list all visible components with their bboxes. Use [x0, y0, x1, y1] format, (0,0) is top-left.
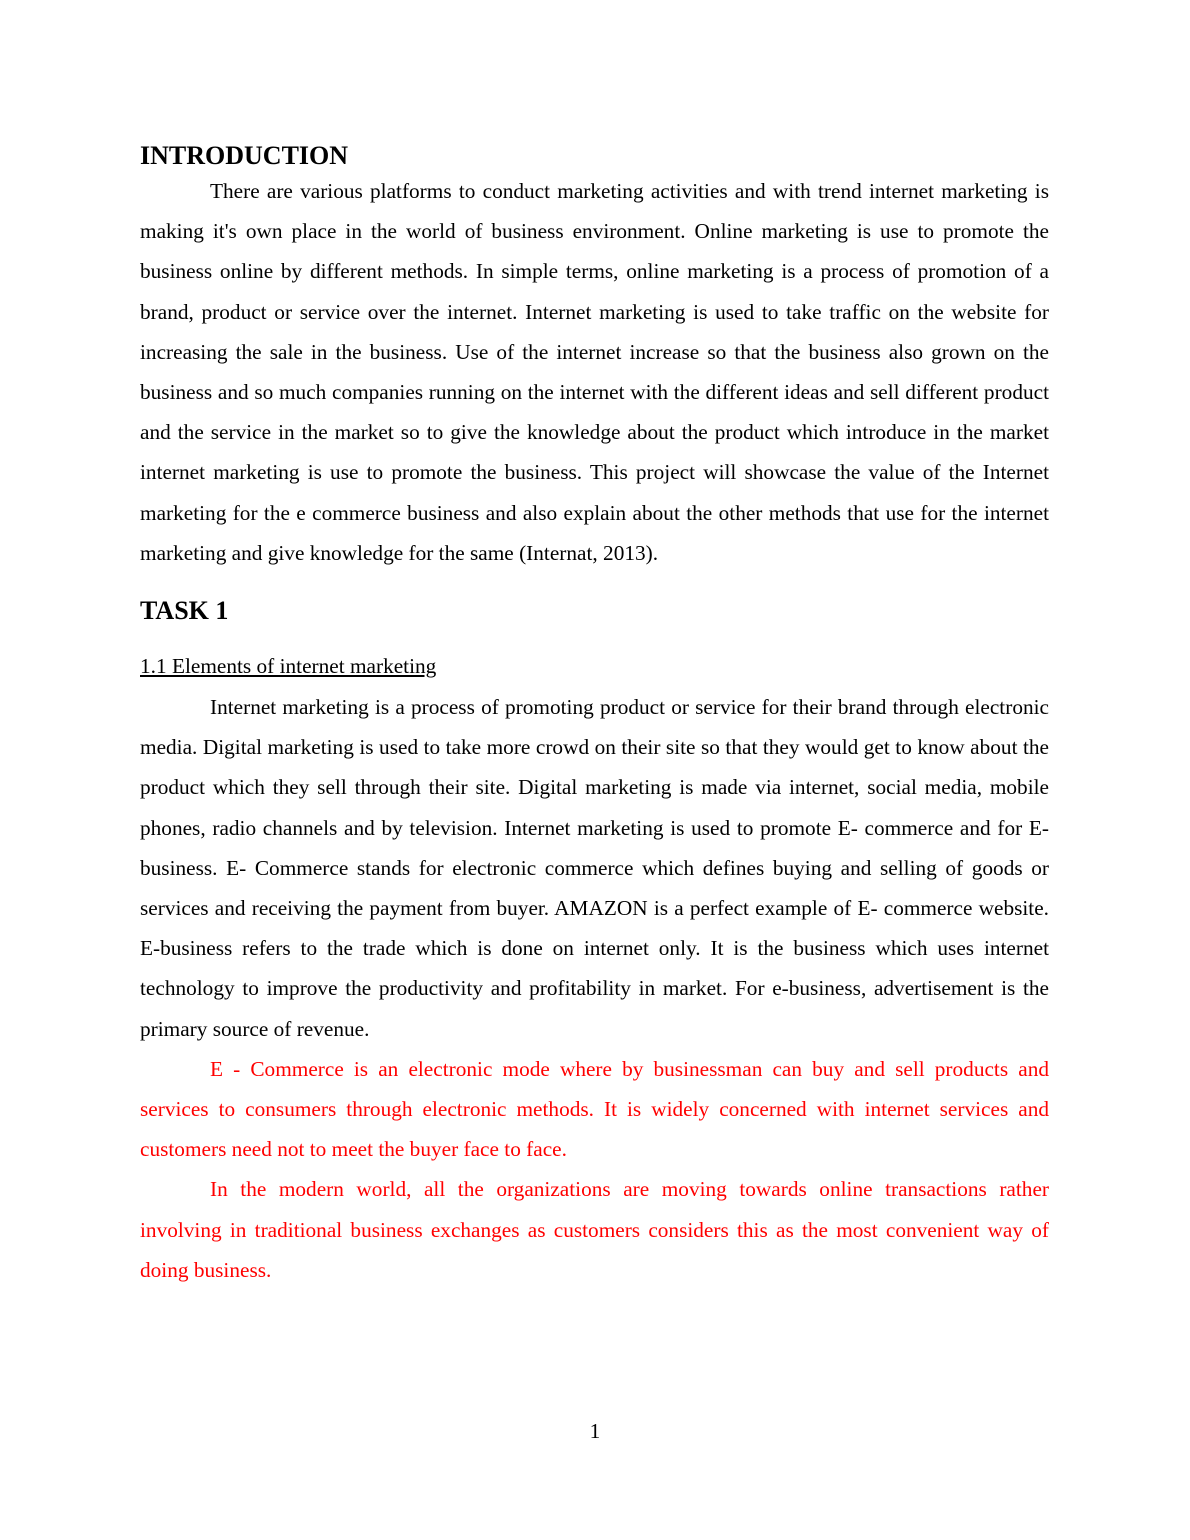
page-number: 1: [589, 1419, 601, 1443]
introduction-paragraph: There are various platforms to conduct marketing activities and with trend internet marketing is making it's own place in the world of business environment. Online marketing is use to promote the business online by different methods. In simple terms, online marketing is a process of promotion of a brand, product or service over the internet. Internet marketing is used to take traffic on the website for increasing the sale in the business. Use of the internet increase so that the business also grown on the business and so much companies running on the internet with the different ideas and sell different product and the service in the market so to give the knowledge about the product which introduce in the market internet marketing is use to promote the business. This project will showcase the value of the Internet marketing for the e commerce business and also explain about the other methods that use for the internet marketing and give knowledge for the same (Internat, 2013).: [140, 179, 1049, 565]
task1-heading: TASK 1: [140, 596, 229, 626]
task1-paragraph-2: E - Commerce is an electronic mode where by businessman can buy and sell products and services to consumers through electronic methods. It is widely concerned with internet services and customers need not to meet the buyer face to face.: [140, 1056, 1049, 1162]
task1-paragraph-3: In the modern world, all the organizations are moving towards online transactions rather involving in traditional business exchanges as customers considers this as the most convenient way of doing business.: [140, 1177, 1049, 1282]
section-1-1-subheading: 1.1 Elements of internet marketing: [140, 654, 437, 679]
document-page: [140, 140, 1049, 1290]
task1-paragraph-1: Internet marketing is a process of promoting product or service for their brand through electronic media. Digital marketing is used to take more crowd on their site so that they would get to know about the product which they sell through their site. Digital marketing is made via internet, social media, mobile phones, radio channels and by television. Internet marketing is used to promote E- commerce and for E- business. E- Commerce stands for electronic commerce which defines buying and selling of goods or services and receiving the payment from buyer. AMAZON is a perfect example of E- commerce website. E-business refers to the trade which is done on internet only. It is the business which uses internet technology to improve the productivity and profitability in market. For e-business, advertisement is the primary source of revenue.: [140, 695, 1049, 1041]
introduction-heading: INTRODUCTION: [140, 141, 349, 170]
